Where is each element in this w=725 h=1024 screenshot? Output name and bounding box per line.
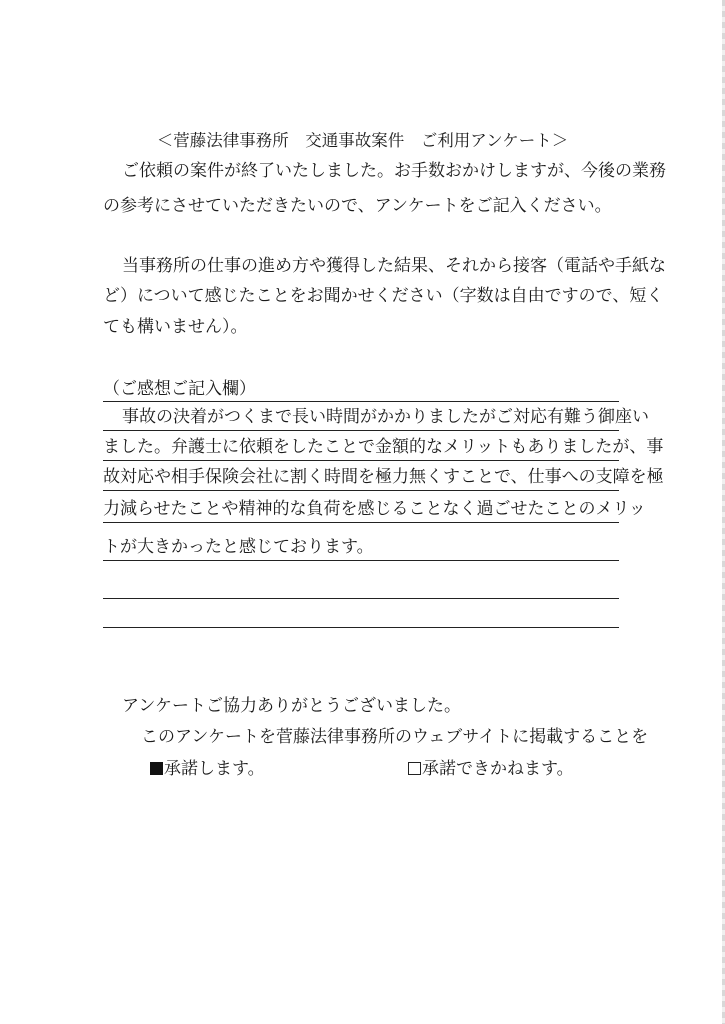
checkbox-decline[interactable]	[408, 762, 421, 775]
answer-text-line: 故対応や相手保険会社に割く時間を極力無くすことで、仕事への支障を極	[103, 467, 664, 487]
answer-section-label: （ご感想ご記入欄）	[103, 379, 256, 399]
intro-line: ご依頼の案件が終了いたしました。お手数おかけしますが、今後の業務	[122, 161, 666, 181]
answer-line	[103, 490, 619, 491]
consent-question: このアンケートを菅藤法律事務所のウェブサイトに掲載することを	[141, 727, 649, 747]
answer-line	[103, 598, 619, 599]
answer-line	[103, 430, 619, 431]
answer-line	[103, 522, 619, 523]
question-line: ても構いません）。	[103, 317, 248, 337]
answer-line	[103, 560, 619, 561]
answer-line	[103, 627, 619, 628]
intro-line: の参考にさせていただきたいので、アンケートをご記入ください。	[103, 196, 612, 216]
answer-text-line: 事故の決着がつくまで長い時間がかかりましたがご対応有難う御座い	[122, 407, 649, 427]
question-line: ど）について感じたことをお聞かせください（字数は自由ですので、短く	[103, 286, 664, 306]
answer-text-line: 力減らせたことや精神的な負荷を感じることなく過ごせたことのメリッ	[103, 499, 646, 519]
answer-line	[103, 460, 619, 461]
answer-text-line: ました。弁護士に依頼をしたことで金額的なメリットもありましたが、事	[103, 437, 664, 457]
checkbox-agree[interactable]	[150, 762, 163, 775]
survey-title: ＜菅藤法律事務所 交通事故案件 ご利用アンケート＞	[156, 131, 569, 150]
option-decline[interactable]	[408, 758, 574, 780]
option-agree-label: 承諾します。	[164, 759, 265, 779]
answer-text-line: トが大きかったと感じております。	[103, 537, 374, 557]
answer-line	[103, 401, 619, 402]
option-decline-label: 承諾できかねます。	[422, 759, 574, 779]
thanks-text: アンケートご協力ありがとうございました。	[122, 696, 461, 716]
option-agree[interactable]	[150, 758, 265, 780]
question-line: 当事務所の仕事の進め方や獲得した結果、それから接客（電話や手紙な	[122, 256, 666, 276]
